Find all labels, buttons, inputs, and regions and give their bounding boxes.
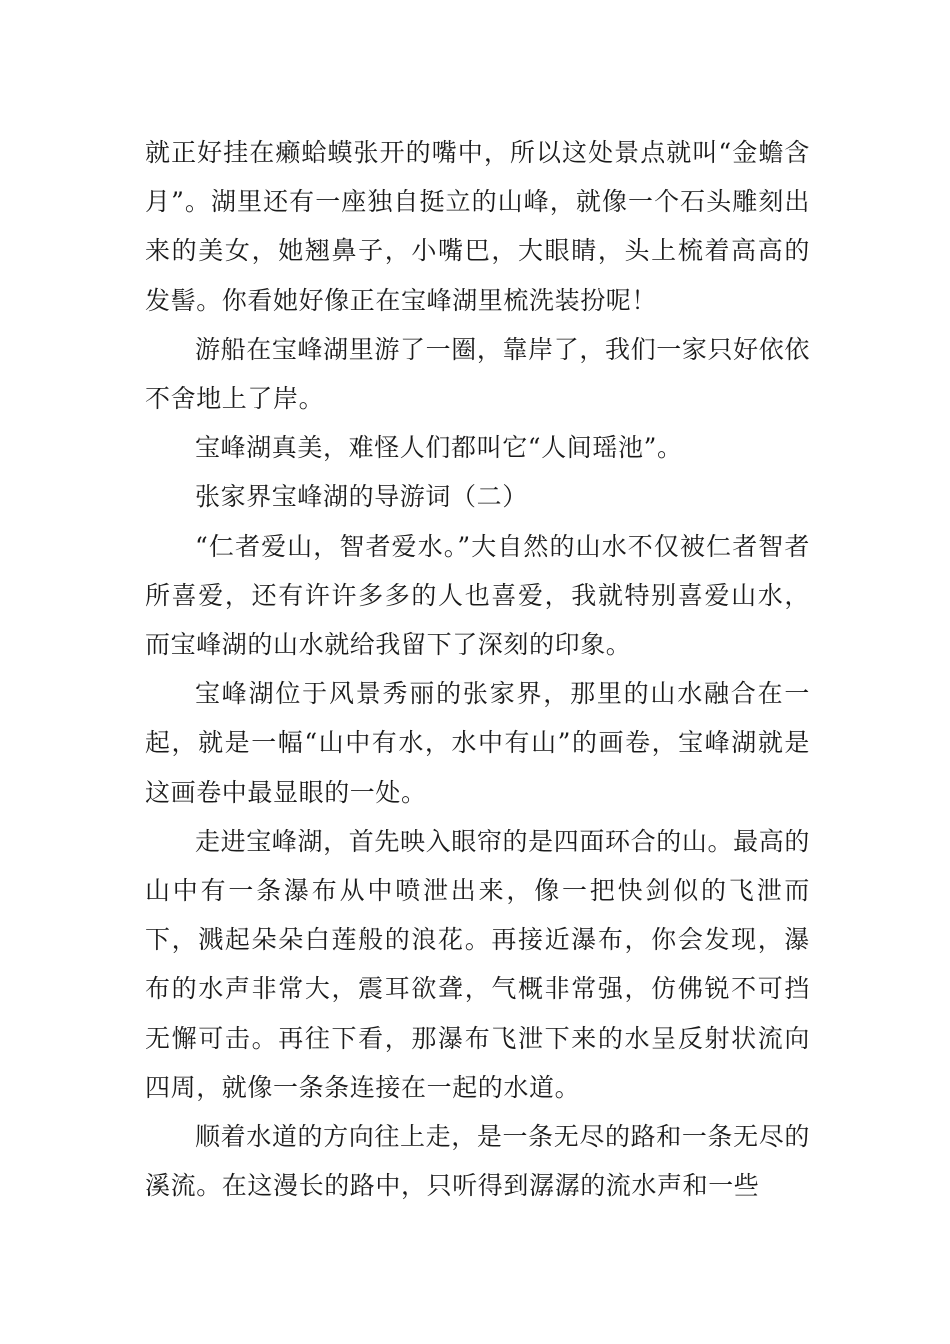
paragraph-quote-intro: “仁者爱山，智者爱水。”大自然的山水不仅被仁者智者所喜爱，还有许许多多的人也喜爱，我就特别喜爱山水，而宝峰湖的山水就给我留下了深刻的印象。 [145,531,810,660]
paragraph-location: 宝峰湖位于风景秀丽的张家界，那里的山水融合在一起，就是一幅“山中有水，水中有山”的画卷，宝峰湖就是这画卷中最显眼的一处。 [145,679,810,807]
paragraph-continuation: 就正好挂在癞蛤蟆张开的嘴中，所以这处景点就叫“金蟾含月”。湖里还有一座独自挺立的山峰，就像一个石头雕刻出来的美女，她翘鼻子，小嘴巴，大眼睛，头上梳着高高的发髻。你看她好像正在宝峰湖里梳洗装扮呢！ [145,138,810,315]
document-body [145,128,810,1210]
section-heading: 张家界宝峰湖的导游词（二） [195,482,528,512]
paragraph-stream: 顺着水道的方向往上走，是一条无尽的路和一条无尽的溪流。在这漫长的路中，只听得到潺潺的流水声和一些 [145,1122,810,1201]
paragraph-lake-beauty: 宝峰湖真美，难怪人们都叫它“人间瑶池”。 [195,433,683,463]
paragraph-boat-return: 游船在宝峰湖里游了一圈，靠岸了，我们一家只好依依不舍地上了岸。 [145,334,810,414]
paragraph-waterfall: 走进宝峰湖，首先映入眼帘的是四面环合的山。最高的山中有一条瀑布从中喷泄出来，像一把快剑似的飞泄而下，溅起朵朵白莲般的浪花。再接近瀑布，你会发现，瀑布的水声非常大，震耳欲聋，气概非常强，仿佛锐不可挡无懈可击。再往下看，那瀑布飞泄下来的水呈反射状流向四周，就像一条条连接在一起的水道。 [145,826,810,1102]
